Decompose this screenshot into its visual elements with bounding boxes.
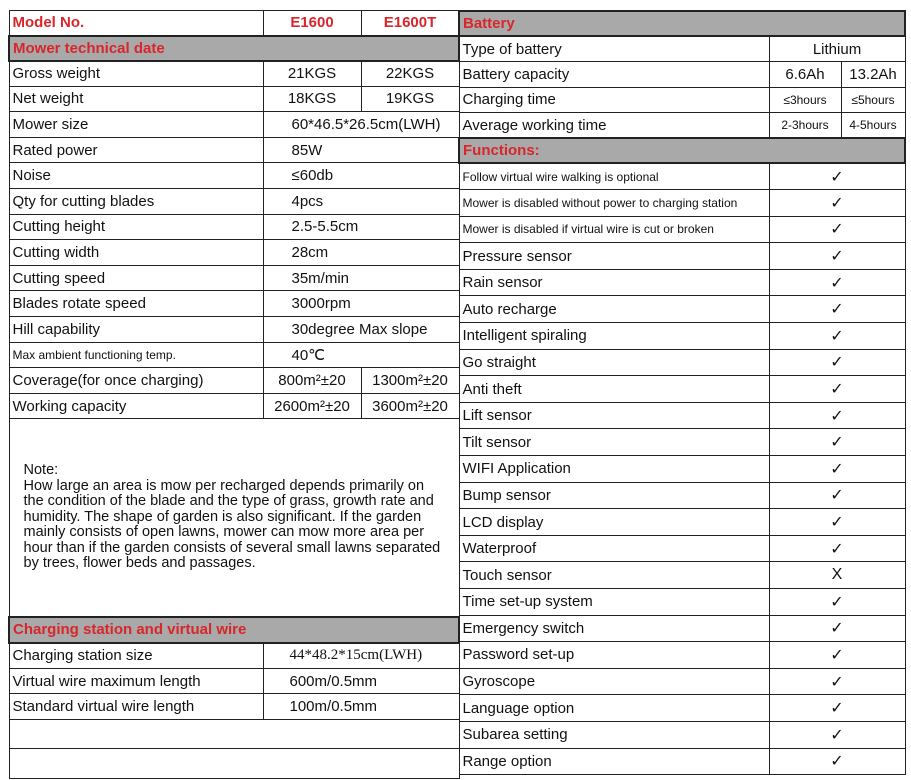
section-row <box>9 617 459 643</box>
spec-value: ≤3hours <box>769 87 841 113</box>
spec-value: 21KGS <box>263 61 361 87</box>
spec-label: Gross weight <box>9 61 263 87</box>
check-mark: ✓ <box>769 589 905 616</box>
spec-row <box>9 137 459 163</box>
function-label: Follow virtual wire walking is optional <box>459 163 769 190</box>
check-mark: ✓ <box>769 721 905 748</box>
spec-row <box>9 188 459 214</box>
spec-label: Mower size <box>9 112 263 138</box>
function-label: Time set-up system <box>459 589 769 616</box>
spec-value: 35m/min <box>263 265 459 291</box>
note <box>9 419 459 617</box>
function-row <box>459 163 905 190</box>
check-mark: ✓ <box>769 615 905 642</box>
section-charging: Charging station and virtual wire <box>9 617 459 643</box>
check-mark: ✓ <box>769 190 905 217</box>
spec-label: Noise <box>9 163 263 189</box>
section-functions: Functions: <box>459 138 905 163</box>
spec-label: Battery capacity <box>459 62 769 88</box>
spec-label: Rated power <box>9 137 263 163</box>
check-mark: ✓ <box>769 456 905 483</box>
model-label: Model No. <box>9 11 263 36</box>
spec-label: Cutting height <box>9 214 263 240</box>
spec-value: 2-3hours <box>769 113 841 139</box>
header-row <box>9 11 459 36</box>
spec-value: 30degree Max slope <box>263 316 459 342</box>
spec-label: Coverage(for once charging) <box>9 368 263 394</box>
function-row <box>459 695 905 722</box>
spec-label: Max ambient functioning temp. <box>9 342 263 368</box>
spec-value: 800m²±20 <box>263 368 361 394</box>
function-label: Password set-up <box>459 642 769 669</box>
spec-row <box>9 316 459 342</box>
function-label: Bump sensor <box>459 482 769 509</box>
function-row <box>459 456 905 483</box>
spec-value: 60*46.5*26.5cm(LWH) <box>263 112 459 138</box>
function-row <box>459 296 905 323</box>
function-label: Language option <box>459 695 769 722</box>
function-row <box>459 642 905 669</box>
spec-row <box>459 62 905 88</box>
function-label: Tilt sensor <box>459 429 769 456</box>
function-row <box>459 482 905 509</box>
check-mark: ✓ <box>769 216 905 243</box>
spec-label: Type of battery <box>459 36 769 62</box>
model-e1600: E1600 <box>263 11 361 36</box>
function-label: Gyroscope <box>459 668 769 695</box>
spec-row <box>9 214 459 240</box>
function-row <box>459 190 905 217</box>
function-row <box>459 589 905 616</box>
function-label: Rain sensor <box>459 269 769 296</box>
function-label: Range option <box>459 748 769 775</box>
function-row <box>459 402 905 429</box>
function-row <box>459 748 905 775</box>
cross-mark: X <box>769 562 905 589</box>
function-label: Anti theft <box>459 376 769 403</box>
spec-row <box>9 61 459 87</box>
function-label: LCD display <box>459 509 769 536</box>
spec-value: 600m/0.5mm <box>263 668 459 694</box>
section-row <box>459 11 905 36</box>
spec-value: 19KGS <box>361 86 459 112</box>
spec-value: 3600m²±20 <box>361 393 459 419</box>
spec-label: Blades rotate speed <box>9 291 263 317</box>
spec-value: 40℃ <box>263 342 459 368</box>
blank-row <box>9 719 459 748</box>
spec-label: Cutting speed <box>9 265 263 291</box>
spec-row <box>9 291 459 317</box>
spec-label: Charging time <box>459 87 769 113</box>
check-mark: ✓ <box>769 402 905 429</box>
blank-row <box>9 748 459 778</box>
function-label: Emergency switch <box>459 615 769 642</box>
spec-label: Standard virtual wire length <box>9 694 263 720</box>
check-mark: ✓ <box>769 535 905 562</box>
function-row <box>459 429 905 456</box>
function-label: Mower is disabled without power to charging station <box>459 190 769 217</box>
spec-row <box>9 112 459 138</box>
section-row <box>459 138 905 163</box>
spec-value: 18KGS <box>263 86 361 112</box>
function-row <box>459 535 905 562</box>
section-mower: Mower technical date <box>9 36 459 61</box>
spec-value: 85W <box>263 137 459 163</box>
function-row <box>459 668 905 695</box>
spec-label: Hill capability <box>9 316 263 342</box>
check-mark: ✓ <box>769 429 905 456</box>
function-label: Subarea setting <box>459 721 769 748</box>
spec-value: 6.6Ah <box>769 62 841 88</box>
spec-value: 100m/0.5mm <box>263 694 459 720</box>
spec-label: Qty for cutting blades <box>9 188 263 214</box>
spec-value: 22KGS <box>361 61 459 87</box>
check-mark: ✓ <box>769 323 905 350</box>
check-mark: ✓ <box>769 668 905 695</box>
function-label: Go straight <box>459 349 769 376</box>
function-label: Waterproof <box>459 535 769 562</box>
spec-label: Charging station size <box>9 643 263 669</box>
spec-value: 4-5hours <box>841 113 905 139</box>
function-label: Mower is disabled if virtual wire is cut or broken <box>459 216 769 243</box>
spec-value: 4pcs <box>263 188 459 214</box>
spec-value: 2600m²±20 <box>263 393 361 419</box>
function-row <box>459 376 905 403</box>
function-label: WIFI Application <box>459 456 769 483</box>
check-mark: ✓ <box>769 349 905 376</box>
check-mark: ✓ <box>769 269 905 296</box>
function-label: Lift sensor <box>459 402 769 429</box>
section-battery: Battery <box>459 11 905 36</box>
spec-row <box>459 113 905 139</box>
blank-cell <box>9 719 459 748</box>
spec-value: ≤5hours <box>841 87 905 113</box>
spec-row <box>9 342 459 368</box>
function-row <box>459 509 905 536</box>
spec-row <box>9 163 459 189</box>
check-mark: ✓ <box>769 642 905 669</box>
blank-cell <box>9 748 459 778</box>
function-row <box>459 216 905 243</box>
spec-label: Average working time <box>459 113 769 139</box>
check-mark: ✓ <box>769 482 905 509</box>
function-row <box>459 349 905 376</box>
spec-label: Virtual wire maximum length <box>9 668 263 694</box>
spec-row <box>9 393 459 419</box>
function-row <box>459 269 905 296</box>
function-row <box>459 721 905 748</box>
function-label: Intelligent spiraling <box>459 323 769 350</box>
function-row <box>459 323 905 350</box>
function-row <box>459 243 905 270</box>
function-row <box>459 615 905 642</box>
section-row <box>9 36 459 61</box>
note-row <box>9 419 459 617</box>
spec-value: 3000rpm <box>263 291 459 317</box>
check-mark: ✓ <box>769 163 905 190</box>
note-text: How large an area is mow per recharged depends primarily on the condition of the blade and the type of grass, growth rate and humidity. The shape of garden is also significant. If the garden mainly consists of open lawns, mower can mow more area per hour than if the garden consists of several small lawns separated by trees, flower beds and passages. <box>23 477 441 572</box>
spec-value: ≤60db <box>263 163 459 189</box>
function-row <box>459 562 905 589</box>
function-label: Auto recharge <box>459 296 769 323</box>
spec-label: Net weight <box>9 86 263 112</box>
note-title: Note: <box>23 462 59 479</box>
spec-value: Lithium <box>769 36 905 62</box>
model-e1600t: E1600T <box>361 11 459 36</box>
spec-label: Working capacity <box>9 393 263 419</box>
spec-row <box>9 368 459 394</box>
spec-value: 1300m²±20 <box>361 368 459 394</box>
spec-value: 2.5-5.5cm <box>263 214 459 240</box>
spec-row <box>459 87 905 113</box>
spec-value: 44*48.2*15cm(LWH) <box>263 643 459 669</box>
spec-row <box>459 36 905 62</box>
spec-value: 13.2Ah <box>841 62 905 88</box>
spec-row <box>9 86 459 112</box>
check-mark: ✓ <box>769 509 905 536</box>
spec-label: Cutting width <box>9 240 263 266</box>
battery-functions-table <box>458 10 906 775</box>
spec-row <box>9 668 459 694</box>
function-label: Touch sensor <box>459 562 769 589</box>
spec-row <box>9 265 459 291</box>
spec-row <box>9 240 459 266</box>
spec-row <box>9 694 459 720</box>
mower-spec-table <box>8 10 460 779</box>
check-mark: ✓ <box>769 376 905 403</box>
check-mark: ✓ <box>769 695 905 722</box>
check-mark: ✓ <box>769 243 905 270</box>
spec-value: 28cm <box>263 240 459 266</box>
function-label: Pressure sensor <box>459 243 769 270</box>
check-mark: ✓ <box>769 748 905 775</box>
check-mark: ✓ <box>769 296 905 323</box>
spec-row <box>9 643 459 669</box>
